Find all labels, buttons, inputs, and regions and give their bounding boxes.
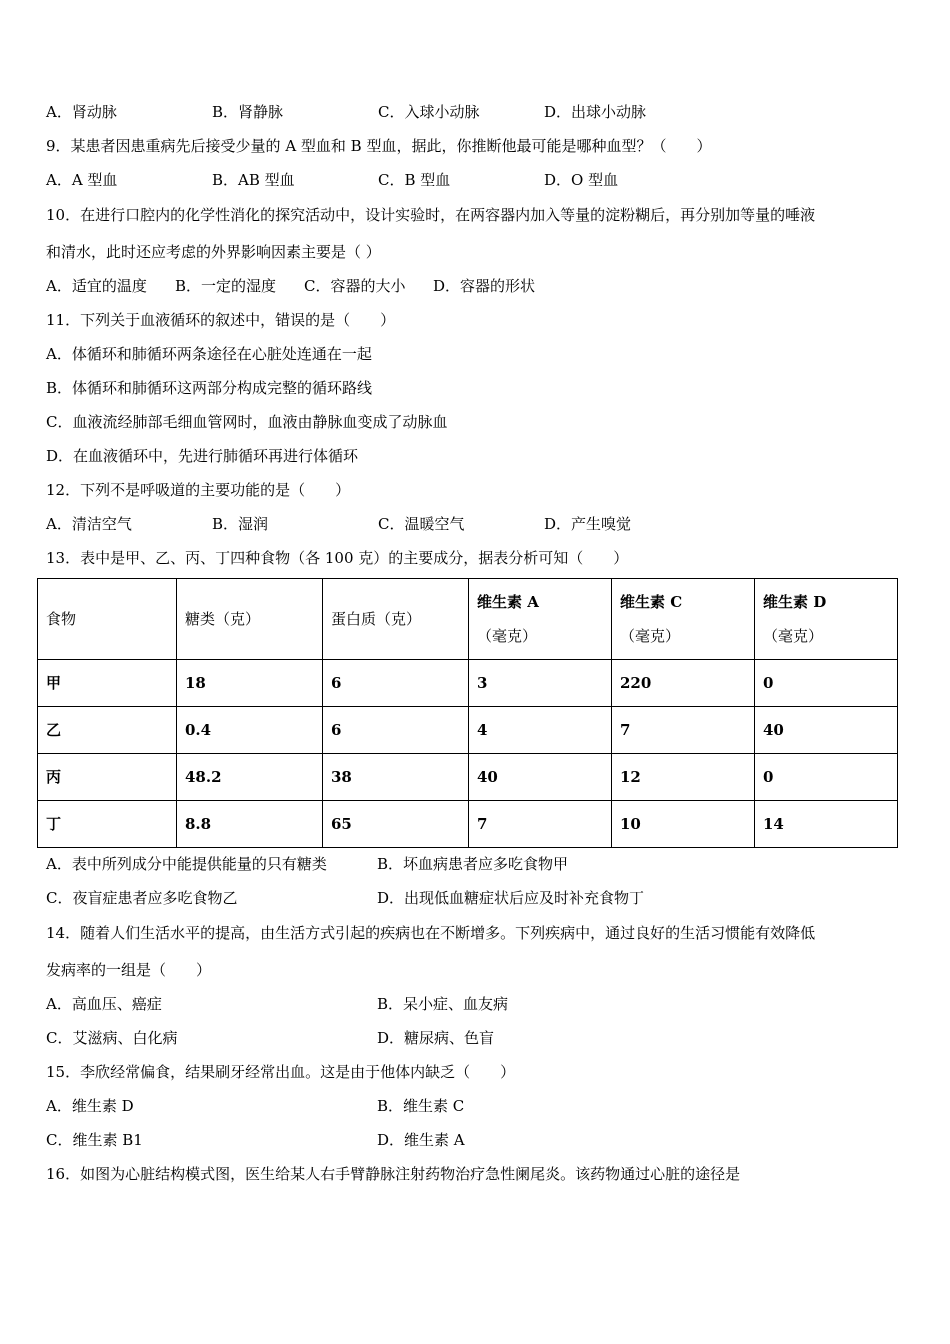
table-cell: 乙 [38,707,177,754]
q11-option-a: A．体循环和肺循环两条途径在心脏处连通在一起 [46,345,372,363]
q13-option-a: A．表中所列成分中能提供能量的只有糖类 [46,855,327,873]
header-food: 食物 [38,579,177,660]
table-cell: 甲 [38,660,177,707]
q10-option-d: D．容器的形状 [433,277,536,295]
q14-option-a: A．高血压、癌症 [46,995,162,1013]
q11-option-c: C．血液流经肺部毛细血管网时，血液由静脉血变成了动脉血 [46,413,448,431]
table-cell: 4 [469,707,612,754]
q15-option-d: D．维生素 A [377,1131,465,1149]
q10-option-c: C．容器的大小 [304,277,406,295]
table-header-row [38,579,898,660]
q12-option-a: A．清洁空气 [46,515,132,533]
table-row [38,754,898,801]
header-protein: 蛋白质（克） [323,579,469,660]
q8-option-c: C．入球小动脉 [378,103,480,121]
q10-option-b: B．一定的湿度 [175,277,277,295]
table-cell: 8.8 [177,801,323,848]
header-vitamin-c: 维生素 C （毫克） [612,579,755,660]
table-cell: 7 [469,801,612,848]
table-cell: 0 [755,754,898,801]
q14-option-b: B．呆小症、血友病 [377,995,509,1013]
q13-option-c: C．夜盲症患者应多吃食物乙 [46,889,238,907]
q12-option-c: C．温暖空气 [378,515,465,533]
table-cell: 丁 [38,801,177,848]
nutrition-table [37,578,898,848]
table-cell: 38 [323,754,469,801]
header-vitamin-d: 维生素 D （毫克） [755,579,898,660]
table-cell: 0 [755,660,898,707]
table-cell: 丙 [38,754,177,801]
q13-option-d: D．出现低血糖症状后应及时补充食物丁 [377,889,645,907]
q11-stem: 11．下列关于血液循环的叙述中，错误的是（ ） [46,311,396,329]
header-carbs: 糖类（克） [177,579,323,660]
table-row [38,660,898,707]
q13-stem: 13．表中是甲、乙、丙、丁四种食物（各 100 克）的主要成分，据表分析可知（ ） [46,549,629,567]
q8-option-a: A．肾动脉 [46,103,117,121]
q12-option-d: D．产生嗅觉 [544,515,632,533]
q15-option-b: B．维生素 C [377,1097,465,1115]
table-cell: 220 [612,660,755,707]
q11-option-d: D．在血液循环中，先进行肺循环再进行体循环 [46,447,359,465]
q12-option-b: B．湿润 [212,515,269,533]
table-cell: 40 [755,707,898,754]
q9-stem: 9．某患者因患重病先后接受少量的 A 型血和 B 型血，据此，你推断他最可能是哪种血型？（ ） [46,137,712,155]
q12-stem: 12．下列不是呼吸道的主要功能的是（ ） [46,481,351,499]
q8-option-b: B．肾静脉 [212,103,284,121]
q14-option-c: C．艾滋病、白化病 [46,1029,178,1047]
q9-option-d: D．O 型血 [544,171,619,189]
q10-stem-line2: 和清水，此时还应考虑的外界影响因素主要是（ ） [46,243,381,261]
table-cell: 65 [323,801,469,848]
table-cell: 6 [323,707,469,754]
table-cell: 10 [612,801,755,848]
q15-option-c: C．维生素 B1 [46,1131,143,1149]
q10-stem-line1: 10．在进行口腔内的化学性消化的探究活动中，设计实验时，在两容器内加入等量的淀粉糊后，再分别加等量的唾液 [46,206,816,224]
q11-option-b: B．体循环和肺循环这两部分构成完整的循环路线 [46,379,373,397]
q8-option-d: D．出球小动脉 [544,103,647,121]
table-cell: 0.4 [177,707,323,754]
table-cell: 48.2 [177,754,323,801]
q9-option-a: A．A 型血 [46,171,118,189]
table-cell: 6 [323,660,469,707]
q14-stem-line1: 14．随着人们生活水平的提高，由生活方式引起的疾病也在不断增多。下列疾病中，通过良好的生活习惯能有效降低 [46,924,816,942]
q14-stem-line2: 发病率的一组是（ ） [46,961,212,979]
table-cell: 7 [612,707,755,754]
q9-option-b: B．AB 型血 [212,171,295,189]
q10-option-a: A．适宜的温度 [46,277,147,295]
q13-option-b: B．坏血病患者应多吃食物甲 [377,855,569,873]
q14-option-d: D．糖尿病、色盲 [377,1029,495,1047]
table-cell: 40 [469,754,612,801]
q16-stem: 16．如图为心脏结构模式图，医生给某人右手臂静脉注射药物治疗急性阑尾炎。该药物通过心脏的途径是 [46,1165,741,1183]
table-cell: 18 [177,660,323,707]
table-row [38,801,898,848]
q15-option-a: A．维生素 D [46,1097,134,1115]
table-cell: 14 [755,801,898,848]
q15-stem: 15．李欣经常偏食，结果刷牙经常出血。这是由于他体内缺乏（ ） [46,1063,516,1081]
q9-option-c: C．B 型血 [378,171,451,189]
table-cell: 3 [469,660,612,707]
table-cell: 12 [612,754,755,801]
header-vitamin-a: 维生素 A （毫克） [469,579,612,660]
table-row [38,707,898,754]
